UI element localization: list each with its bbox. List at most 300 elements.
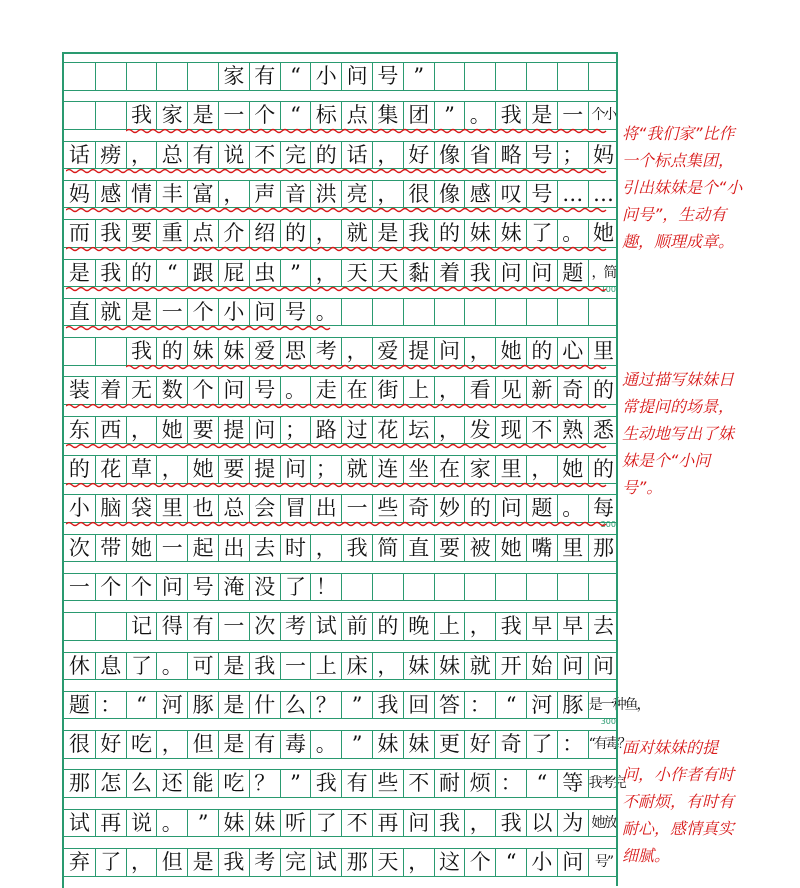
grid-cell: 小 — [218, 299, 249, 326]
grid-cell: 一 — [557, 102, 588, 129]
grid-cell: 一 — [341, 495, 372, 522]
grid-cell: 不 — [341, 810, 372, 837]
grid-cell: 要 — [126, 220, 157, 247]
grid-cell: 的 — [588, 377, 619, 404]
grid-cell: 问 — [526, 260, 557, 287]
grid-cell: 团 — [403, 102, 434, 129]
grid-row — [64, 573, 618, 602]
grid-cell — [403, 574, 434, 601]
grid-cell: 次 — [249, 613, 280, 640]
grid-cell: 说 — [126, 810, 157, 837]
grid-cell: 吃 — [126, 731, 157, 758]
grid-cell: 记 — [126, 613, 157, 640]
underline-mark — [66, 520, 616, 530]
grid-cell: 早 — [557, 613, 588, 640]
grid-cell: 题 — [557, 260, 588, 287]
grid-cell: 是 — [218, 731, 249, 758]
grid-cell: 感 — [464, 181, 495, 208]
grid-cell: 没 — [249, 574, 280, 601]
grid-cell: 淹 — [218, 574, 249, 601]
grid-cell: 奇 — [495, 731, 526, 758]
grid-cell: 家 — [218, 63, 249, 90]
grid-cell: 起 — [187, 535, 218, 562]
grid-cell: 有 — [249, 63, 280, 90]
grid-cell: 天 — [372, 260, 403, 287]
grid-cell: 我 — [341, 535, 372, 562]
grid-cell: 问 — [156, 574, 187, 601]
grid-cell: 的 — [156, 338, 187, 365]
grid-cell: 次 — [68, 535, 90, 560]
grid-cell: 路 — [310, 417, 341, 444]
grid-cell: 里 — [495, 456, 526, 483]
grid-cell: 问 — [280, 456, 311, 483]
grid-cell: 题 — [68, 692, 90, 717]
grid-cell: 过 — [341, 417, 372, 444]
grid-cell: 嘴 — [526, 535, 557, 562]
grid-cell: 再 — [372, 810, 403, 837]
grid-cell: 点 — [341, 102, 372, 129]
grid-cell: 丰 — [156, 181, 187, 208]
grid-cell: 提 — [249, 456, 280, 483]
grid-cell — [372, 299, 403, 326]
grid-cell: 简 — [372, 535, 403, 562]
grid-cell: 妹 — [464, 220, 495, 247]
grid-cell: 屁 — [218, 260, 249, 287]
grid-cell: 走 — [310, 377, 341, 404]
grid-cell: 介 — [218, 220, 249, 247]
grid-cell: 花 — [95, 456, 126, 483]
grid-cell: 一 — [218, 613, 249, 640]
grid-cell: 问 — [249, 299, 280, 326]
grid-cell: 上 — [434, 613, 465, 640]
grid-cell: 一 — [218, 102, 249, 129]
grid-cell: 里 — [156, 495, 187, 522]
grid-cell: 我考完 — [588, 770, 619, 797]
grid-cell: ？ — [249, 770, 280, 797]
grid-cell: ” — [280, 770, 311, 797]
underline-mark — [66, 207, 616, 213]
grid-cell: ， — [526, 456, 557, 483]
grid-cell: 的 — [126, 260, 157, 287]
grid-row — [64, 219, 618, 248]
grid-cell: 无 — [126, 377, 157, 404]
grid-cell: 我 — [495, 613, 526, 640]
grid-cell: 坐 — [403, 456, 434, 483]
grid-cell: 着 — [95, 377, 126, 404]
grid-cell — [557, 299, 588, 326]
grid-row — [64, 691, 649, 720]
grid-cell: 问 — [218, 377, 249, 404]
grid-cell: 。 — [156, 810, 187, 837]
underline-mark — [66, 325, 616, 331]
grid-cell: 略 — [495, 142, 526, 169]
grid-cell: 感 — [95, 181, 126, 208]
grid-cell: 就 — [95, 299, 126, 326]
grid-cell: 为 — [557, 810, 588, 837]
grid-cell: 直 — [403, 535, 434, 562]
grid-cell: ： — [557, 731, 588, 758]
grid-cell — [95, 338, 126, 365]
grid-cell — [495, 299, 526, 326]
grid-cell: 很 — [68, 732, 90, 757]
grid-cell: 。 — [557, 220, 588, 247]
grid-row — [64, 298, 618, 327]
grid-cell: 我 — [249, 653, 280, 680]
grid-cell: 考 — [280, 613, 311, 640]
grid-cell: 被 — [464, 535, 495, 562]
grid-cell: 是 — [187, 849, 218, 876]
grid-cell: ” — [280, 260, 311, 287]
grid-cell: 但 — [187, 731, 218, 758]
grid-cell: 带 — [95, 535, 126, 562]
grid-cell: 提 — [403, 338, 434, 365]
underline-mark — [126, 128, 676, 134]
grid-cell: ， — [156, 731, 187, 758]
grid-row — [64, 612, 618, 641]
grid-cell: 烦 — [464, 770, 495, 797]
grid-cell: ， — [464, 810, 495, 837]
grid-cell: ” — [341, 692, 372, 719]
grid-cell: 妹 — [218, 810, 249, 837]
grid-cell: 很 — [403, 181, 434, 208]
grid-cell: ， — [126, 142, 157, 169]
grid-cell: ， — [126, 417, 157, 444]
grid-cell: 些 — [372, 495, 403, 522]
grid-cell: 点 — [187, 220, 218, 247]
grid-cell: ” — [341, 731, 372, 758]
grid-cell — [588, 299, 619, 326]
grid-cell: 问 — [434, 338, 465, 365]
grid-cell: 发 — [464, 417, 495, 444]
grid-cell: 绍 — [249, 220, 280, 247]
underline-mark — [66, 246, 616, 252]
grid-cell: 她 — [495, 535, 526, 562]
grid-cell: 耐 — [434, 770, 465, 797]
grid-row — [64, 337, 618, 366]
grid-cell: 我 — [434, 810, 465, 837]
grid-cell: 说 — [218, 142, 249, 169]
grid-cell: 妹 — [187, 338, 218, 365]
grid-cell: 要 — [187, 417, 218, 444]
grid-cell: 妈 — [68, 181, 90, 206]
grid-cell: 草 — [126, 456, 157, 483]
grid-cell: ， — [126, 849, 157, 876]
grid-cell: 的 — [588, 456, 619, 483]
grid-cell: 个 — [126, 574, 157, 601]
grid-cell: 我 — [95, 260, 126, 287]
grid-cell: 就 — [341, 220, 372, 247]
grid-cell: “ — [280, 63, 311, 90]
grid-cell: 妹 — [495, 220, 526, 247]
grid-cell — [341, 299, 372, 326]
grid-cell: … — [557, 181, 588, 208]
grid-cell: 等 — [557, 770, 588, 797]
grid-cell: 试 — [310, 849, 341, 876]
grid-cell: 我 — [126, 102, 157, 129]
grid-cell — [434, 574, 465, 601]
grid-cell: 话 — [68, 142, 90, 167]
grid-cell: 奇 — [557, 377, 588, 404]
grid-cell: “ — [126, 692, 157, 719]
grid-cell: 看 — [464, 377, 495, 404]
grid-cell: 着 — [434, 260, 465, 287]
grid-cell: 得 — [156, 613, 187, 640]
grid-cell: ， — [310, 535, 341, 562]
grid-cell: ， — [464, 613, 495, 640]
grid-cell: ， — [341, 338, 372, 365]
grid-cell: 了 — [126, 653, 157, 680]
manuscript-grid — [62, 52, 649, 888]
grid-cell: 她 — [156, 417, 187, 444]
grid-cell: 小 — [310, 63, 341, 90]
grid-cell: 我 — [95, 220, 126, 247]
grid-cell — [341, 574, 372, 601]
grid-cell — [495, 574, 526, 601]
grid-cell: 重 — [156, 220, 187, 247]
grid-row — [64, 416, 618, 445]
grid-row — [64, 848, 618, 877]
grid-cell: 早 — [526, 613, 557, 640]
grid-cell: 我 — [403, 220, 434, 247]
grid-cell: 能 — [187, 770, 218, 797]
grid-cell — [95, 102, 126, 129]
grid-cell: 富 — [187, 181, 218, 208]
grid-cell: 是 — [68, 260, 90, 285]
grid-cell: 是 — [372, 220, 403, 247]
grid-cell: 了 — [95, 849, 126, 876]
grid-cell — [64, 613, 95, 640]
grid-cell: 。 — [280, 377, 311, 404]
grid-cell: 号 — [526, 142, 557, 169]
grid-cell: ， — [310, 220, 341, 247]
grid-cell: 回 — [403, 692, 434, 719]
margin-note-2: 通过描写妹妹日常提问的场景，生动地写出了妹妹是个“小问号”。 — [622, 370, 735, 497]
grid-cell: 个 — [187, 377, 218, 404]
grid-cell: 装 — [68, 378, 90, 403]
grid-cell: 黏 — [403, 260, 434, 287]
grid-cell: 晚 — [403, 613, 434, 640]
grid-cell — [495, 63, 526, 90]
grid-cell: 话 — [341, 142, 372, 169]
grid-cell: 思 — [280, 338, 311, 365]
grid-cell: 但 — [156, 849, 187, 876]
grid-cell: ； — [280, 417, 311, 444]
grid-row — [64, 101, 618, 130]
margin-note-3: 面对妹妹的提问，小作者有时不耐烦，有时有耐心，感情真实细腻。 — [622, 738, 735, 865]
grid-cell: 号 — [280, 299, 311, 326]
grid-cell: ； — [310, 456, 341, 483]
grid-cell — [526, 574, 557, 601]
grid-cell: 前 — [341, 613, 372, 640]
grid-cell: 问 — [403, 810, 434, 837]
grid-cell: 爱 — [372, 338, 403, 365]
grid-cell: 是 — [218, 653, 249, 680]
grid-cell: 有 — [341, 770, 372, 797]
grid-cell: “ — [495, 692, 526, 719]
grid-cell: 的 — [68, 457, 90, 481]
grid-cell: 完 — [280, 849, 311, 876]
grid-cell: “ — [156, 260, 187, 287]
grid-cell: 弃 — [68, 850, 90, 874]
grid-cell: 号 — [526, 181, 557, 208]
grid-cell: 还 — [156, 770, 187, 797]
grid-cell: 豚 — [557, 692, 588, 719]
underline-mark — [66, 443, 616, 449]
grid-cell: 问 — [341, 63, 372, 90]
grid-cell: 跟 — [187, 260, 218, 287]
grid-cell — [588, 574, 619, 601]
grid-cell: 是 — [218, 692, 249, 719]
grid-cell: 试 — [310, 613, 341, 640]
grid-row — [64, 455, 618, 484]
grid-cell: 小 — [526, 849, 557, 876]
grid-cell: 个 — [95, 574, 126, 601]
grid-cell: 不 — [403, 770, 434, 797]
grid-cell: 以 — [526, 810, 557, 837]
grid-cell: 去 — [249, 535, 280, 562]
grid-cell: 花 — [372, 417, 403, 444]
grid-cell: 每 — [588, 495, 619, 522]
grid-cell: 妹 — [249, 810, 280, 837]
grid-cell: 了 — [526, 731, 557, 758]
grid-cell: 虫 — [249, 260, 280, 287]
grid-cell: 个 — [187, 299, 218, 326]
margin-divider — [616, 52, 618, 886]
grid-cell: 我 — [495, 810, 526, 837]
grid-cell: 开 — [495, 653, 526, 680]
grid-cell: 妹 — [403, 653, 434, 680]
grid-cell: 叹 — [495, 181, 526, 208]
grid-row — [64, 534, 618, 563]
underline-mark — [66, 482, 616, 488]
grid-cell: 问 — [249, 417, 280, 444]
grid-cell: 妹 — [372, 731, 403, 758]
grid-cell: 家 — [156, 102, 187, 129]
grid-cell: 有 — [187, 142, 218, 169]
grid-cell: ； — [557, 142, 588, 169]
grid-cell: 新 — [526, 377, 557, 404]
grid-cell: 就 — [464, 653, 495, 680]
grid-cell — [187, 63, 218, 90]
word-count-marker: 100 — [600, 284, 616, 294]
grid-cell: 什 — [249, 692, 280, 719]
grid-cell: ， — [218, 181, 249, 208]
grid-cell: 不 — [526, 417, 557, 444]
grid-cell: 个 — [464, 849, 495, 876]
grid-cell: 她放 — [588, 810, 619, 837]
grid-cell: 像 — [434, 142, 465, 169]
grid-cell: “ — [280, 102, 311, 129]
grid-cell: 直 — [68, 299, 90, 324]
grid-cell: 那 — [68, 771, 90, 796]
grid-cell: ， — [372, 142, 403, 169]
grid-cell: 而 — [68, 221, 90, 246]
grid-row — [64, 494, 618, 523]
grid-cell: 我 — [126, 338, 157, 365]
grid-cell: 听 — [280, 810, 311, 837]
grid-cell: 的 — [526, 338, 557, 365]
grid-cell: 东 — [68, 417, 90, 442]
grid-cell — [95, 613, 126, 640]
grid-cell: 见 — [495, 377, 526, 404]
grid-cell: 的 — [464, 495, 495, 522]
grid-cell: 那 — [588, 535, 619, 562]
grid-cell: 。 — [310, 731, 341, 758]
grid-cell: 的 — [434, 220, 465, 247]
grid-cell: 床 — [341, 653, 372, 680]
grid-cell: 集 — [372, 102, 403, 129]
grid-cell: 情 — [126, 181, 157, 208]
grid-cell: 总 — [218, 495, 249, 522]
grid-cell — [464, 63, 495, 90]
grid-cell — [64, 102, 95, 129]
underline-mark — [66, 286, 616, 292]
underline-mark — [66, 403, 616, 409]
grid-cell: 怎 — [95, 770, 126, 797]
grid-cell: 问 — [588, 653, 619, 680]
grid-cell: ！ — [310, 574, 341, 601]
grid-cell: ， — [403, 849, 434, 876]
grid-cell: 去 — [588, 613, 619, 640]
underline-mark — [66, 168, 616, 174]
grid-cell: 问 — [557, 849, 588, 876]
grid-cell: 脑 — [95, 495, 126, 522]
grid-cell: 再 — [95, 810, 126, 837]
grid-cell: 她 — [126, 535, 157, 562]
grid-cell: 一 — [156, 299, 187, 326]
grid-cell — [526, 299, 557, 326]
grid-cell: “有毒？ — [588, 731, 619, 758]
grid-cell: 妹 — [218, 338, 249, 365]
grid-row — [64, 62, 618, 91]
grid-cell: 些 — [372, 770, 403, 797]
grid-cell — [464, 574, 495, 601]
grid-cell: 了 — [310, 810, 341, 837]
grid-cell: 么 — [280, 692, 311, 719]
grid-cell: 试 — [68, 810, 90, 835]
grid-cell: ， — [156, 456, 187, 483]
grid-cell: 吃 — [218, 770, 249, 797]
grid-cell: 坛 — [403, 417, 434, 444]
grid-cell: 好 — [95, 731, 126, 758]
grid-cell: 要 — [218, 456, 249, 483]
grid-cell: 休 — [68, 653, 90, 678]
grid-row — [64, 180, 618, 209]
grid-cell: 有 — [249, 731, 280, 758]
grid-cell: 河 — [156, 692, 187, 719]
grid-cell: 的 — [280, 220, 311, 247]
grid-cell: 在 — [341, 377, 372, 404]
grid-cell: ” — [434, 102, 465, 129]
grid-cell: ， — [434, 417, 465, 444]
grid-cell: 河 — [526, 692, 557, 719]
word-count-marker: 200 — [600, 520, 616, 530]
grid-cell — [434, 299, 465, 326]
grid-cell: ， — [372, 653, 403, 680]
grid-cell: ？ — [310, 692, 341, 719]
grid-cell: 天 — [341, 260, 372, 287]
grid-cell: 个 — [249, 102, 280, 129]
grid-cell: 我 — [310, 770, 341, 797]
grid-cell: 里 — [557, 535, 588, 562]
grid-cell — [526, 63, 557, 90]
grid-cell: 是 — [126, 299, 157, 326]
grid-cell: ” — [187, 810, 218, 837]
word-count-marker: 300 — [600, 716, 616, 726]
underline-mark — [126, 364, 676, 370]
grid-cell: 号” — [588, 849, 619, 876]
grid-cell: 小 — [68, 496, 90, 521]
